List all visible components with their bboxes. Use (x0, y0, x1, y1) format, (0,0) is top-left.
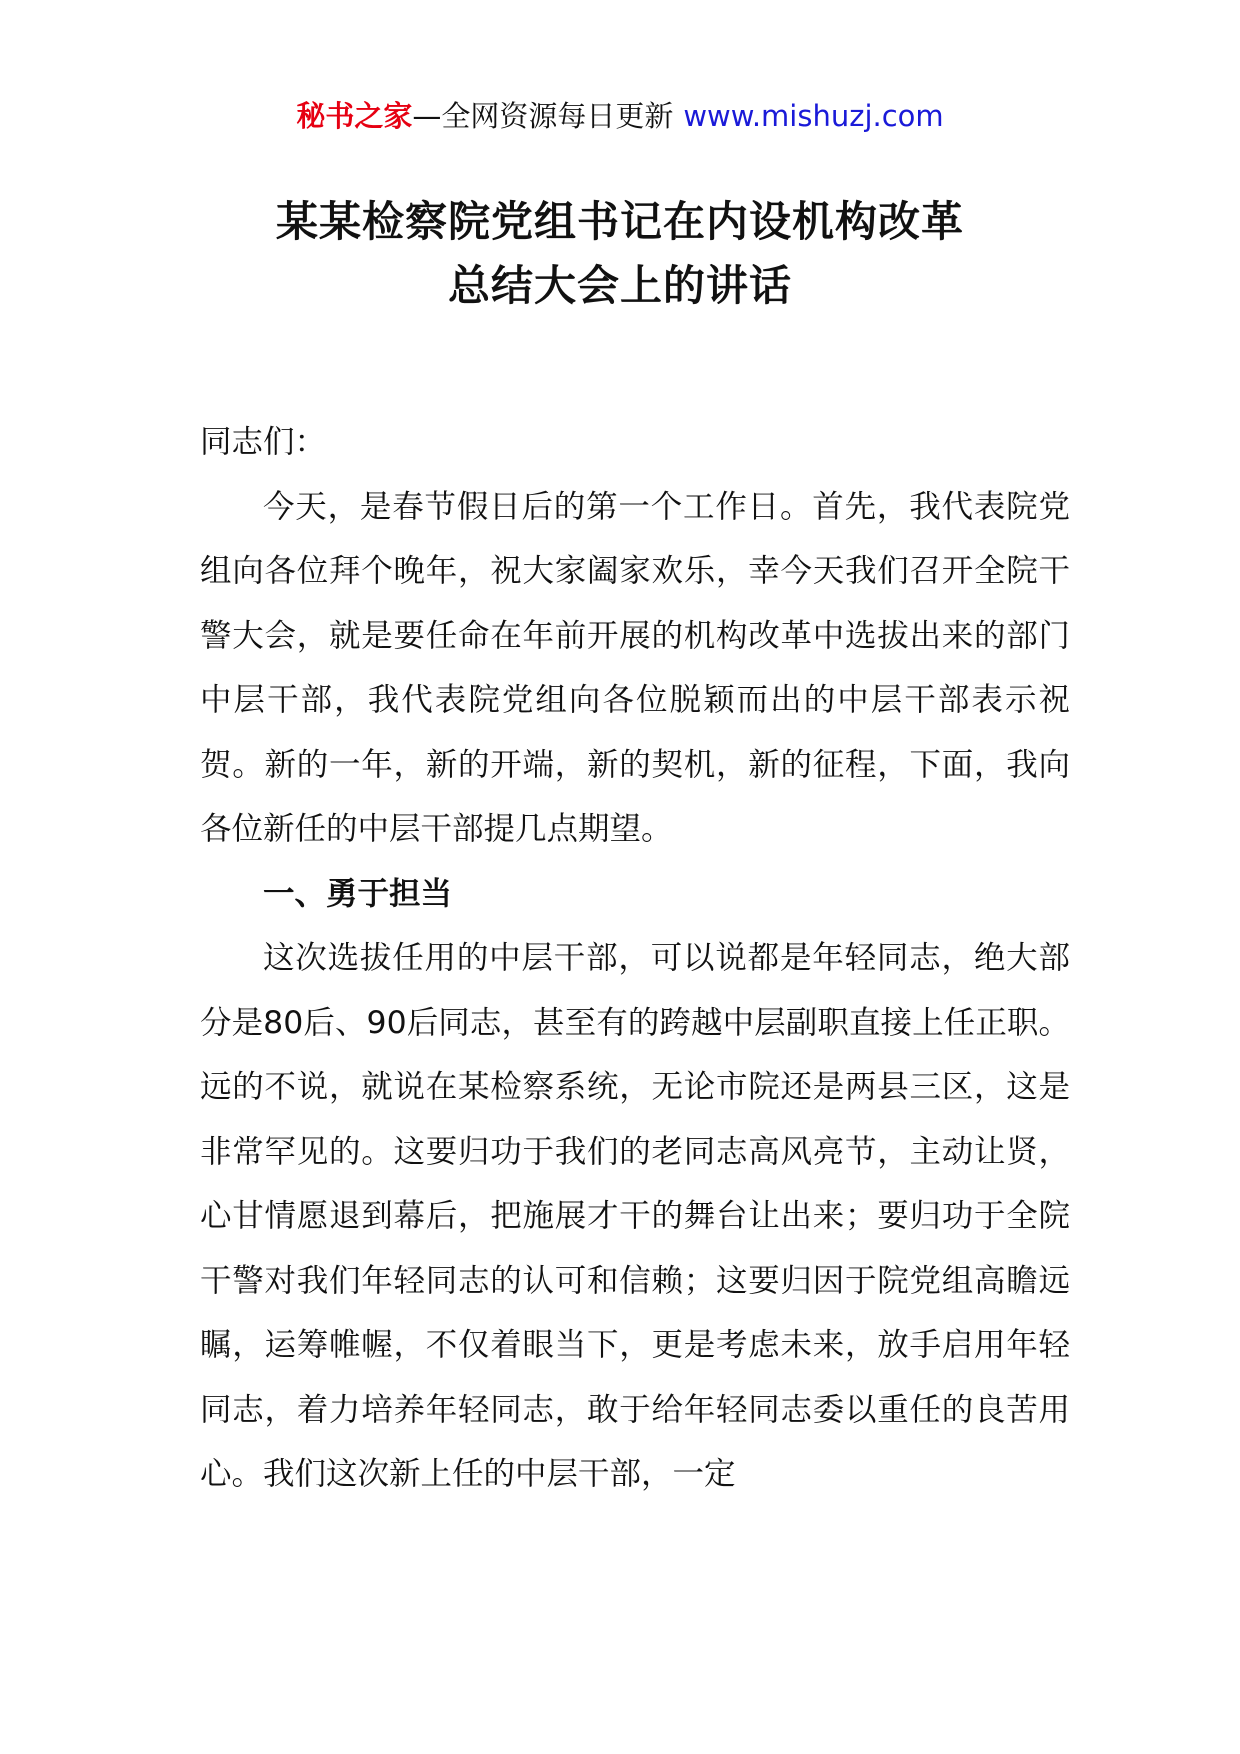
section-heading-1: 一、勇于担当 (263, 875, 453, 912)
title-line-2: 总结大会上的讲话 (447, 261, 792, 310)
site-url-link[interactable]: www.mishuzj.com (683, 99, 944, 133)
document-title (0, 190, 1240, 318)
document-body (200, 410, 1070, 1507)
brand-name: 秘书之家 (296, 99, 413, 133)
title-line-1: 某某检察院党组书记在内设机构改革 (275, 197, 964, 246)
paragraph-section-1: 这次选拔任用的中层干部，可以说都是年轻同志，绝大部分是80后、90后同志，甚至有的跨越中层副职直接上任正职。远的不说，就说在某检察系统，无论市院还是两县三区，这是非常罕见的。这要归功于我们的老同志高风亮节，主动让贤，心甘情愿退到幕后，把施展才干的舞台让出来；要归功于全院干警对我们年轻同志的认可和信赖；这要归因于院党组高瞻远瞩，运筹帷幄，不仅着眼当下，更是考虑未来，放手启用年轻同志，着力培养年轻同志，敢于给年轻同志委以重任的良苦用心。我们这次新上任的中层干部，一定 (200, 940, 1070, 1492)
salutation: 同志们： (200, 424, 327, 460)
paragraph-opening: 今天，是春节假日后的第一个工作日。首先，我代表院党组向各位拜个晚年，祝大家阖家欢乐，幸今天我们召开全院干警大会，就是要任命在年前开展的机构改革中选拔出来的部门中层干部，我代表院党组向各位脱颖而出的中层干部表示祝贺。新的一年，新的开端，新的契机，新的征程，下面，我向各位新任的中层干部提几点期望。 (200, 488, 1070, 847)
header-tagline: —全网资源每日更新 (412, 99, 674, 133)
page-header (0, 96, 1240, 136)
